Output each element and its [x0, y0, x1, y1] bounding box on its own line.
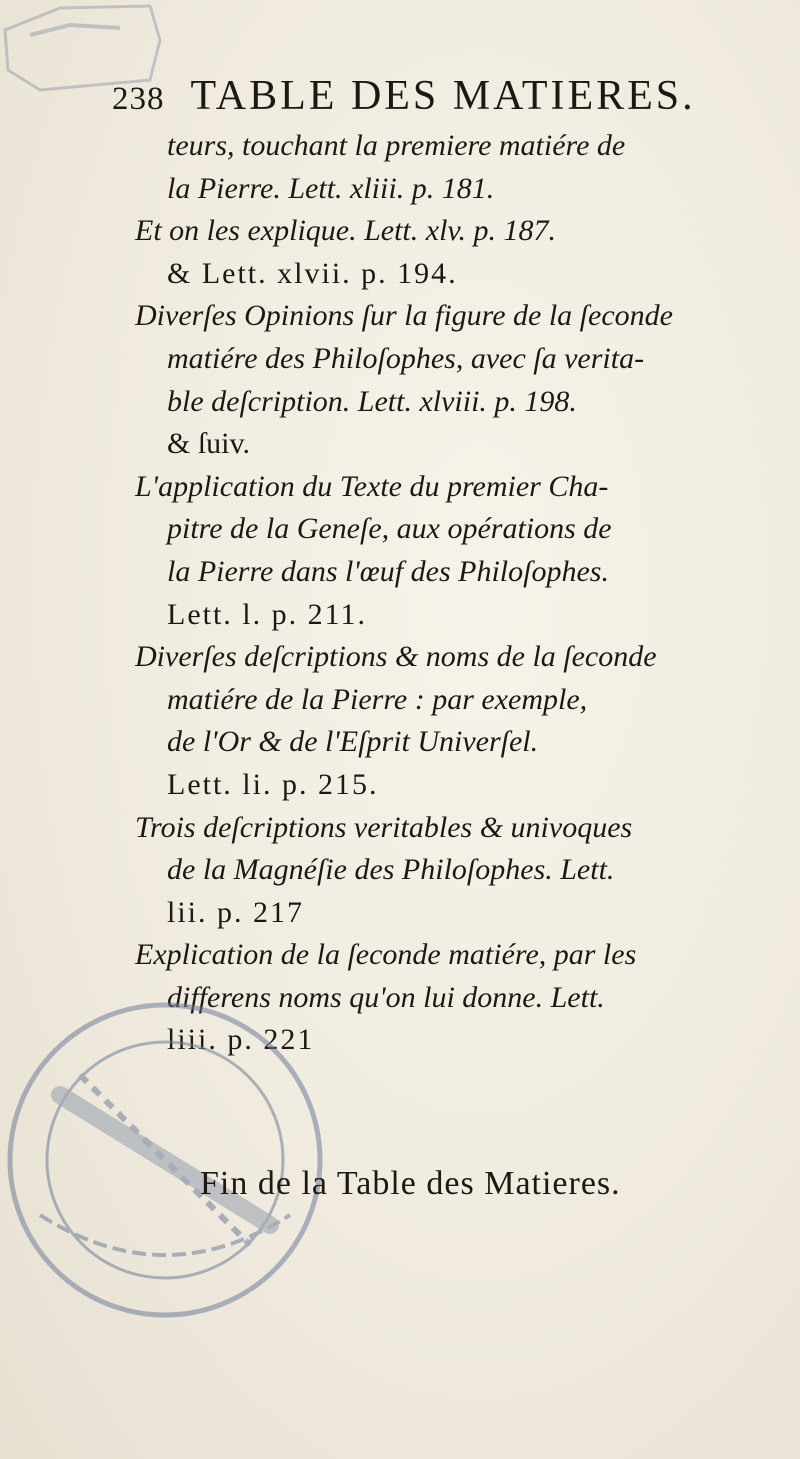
- toc-line: Trois deſcriptions veritables & univoques: [135, 810, 633, 844]
- toc-line: ble deſcription. Lett. xlviii. p. 198.: [167, 384, 577, 418]
- table-of-contents: [135, 125, 775, 1062]
- toc-line: differens noms qu'on lui donne. Lett.: [167, 980, 605, 1014]
- toc-line: Diverſes Opinions ſur la figure de la ſeconde: [135, 299, 673, 333]
- toc-line: L'application du Texte du premier Cha-: [135, 469, 609, 503]
- toc-line: Diverſes deſcriptions & noms de la ſeconde: [135, 640, 657, 674]
- page-number: 238: [112, 81, 165, 117]
- toc-line: Lett. li. p. 215.: [167, 767, 379, 801]
- toc-line: lii. p. 217: [167, 895, 305, 929]
- closing-line: Fin de la Table des Matieres.: [200, 1165, 621, 1202]
- toc-line: matiére des Philoſophes, avec ſa verita-: [167, 341, 645, 375]
- toc-line: teurs, touchant la premiere matiére de: [167, 129, 626, 162]
- toc-line: la Pierre dans l'œuf des Philoſophes.: [167, 554, 609, 588]
- page-header: [112, 72, 752, 132]
- toc-line: pitre de la Geneſe, aux opérations de: [167, 512, 612, 546]
- toc-line: liii. p. 221: [167, 1023, 315, 1057]
- toc-line: & Lett. xlvii. p. 194.: [167, 256, 458, 290]
- toc-line: de l'Or & de l'Eſprit Univerſel.: [167, 725, 539, 759]
- toc-line: matiére de la Pierre : par exemple,: [167, 682, 588, 716]
- running-head: TABLE DES MATIERES.: [190, 73, 696, 119]
- toc-line: Et on les explique. Lett. xlv. p. 187.: [135, 214, 557, 248]
- toc-line: Explication de la ſeconde matiére, par les: [135, 938, 637, 972]
- library-stamp-icon: [0, 995, 330, 1325]
- toc-line: la Pierre. Lett. xliii. p. 181.: [167, 171, 495, 205]
- toc-line: & ſuiv.: [167, 427, 251, 461]
- toc-line: de la Magnéſie des Philoſophes. Lett.: [167, 853, 615, 887]
- toc-line: Lett. l. p. 211.: [167, 597, 368, 631]
